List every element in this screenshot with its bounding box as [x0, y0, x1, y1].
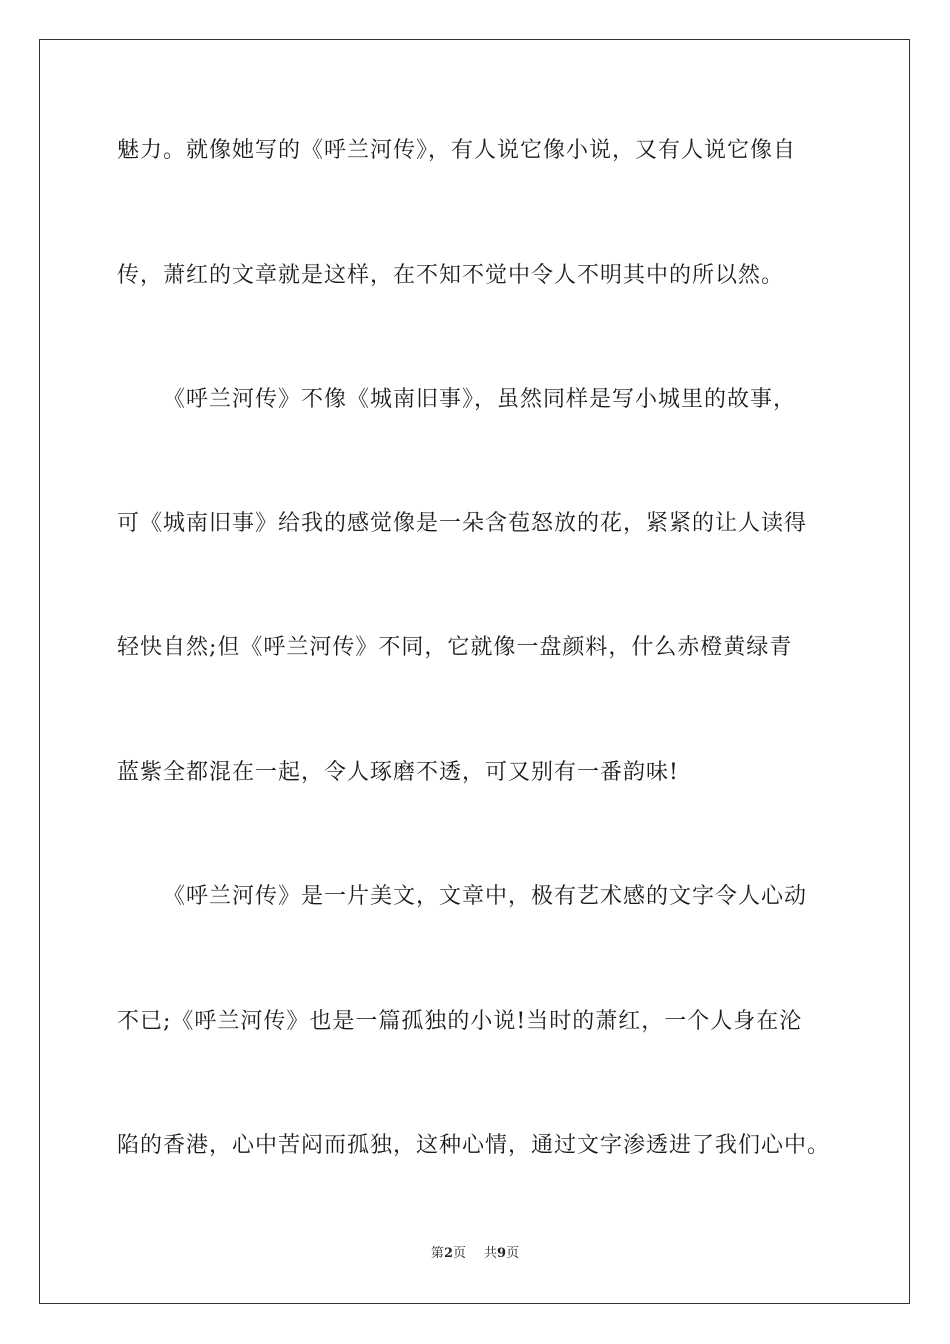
total-suffix: 页	[506, 1246, 520, 1261]
page-prefix: 第	[430, 1246, 444, 1261]
page-suffix: 页	[452, 1246, 466, 1261]
text-line: 不已;《呼兰河传》也是一篇孤独的小说!当时的萧红，一个人身在沦	[117, 1009, 803, 1034]
page-frame	[39, 39, 910, 1304]
text-line: 魅力。就像她写的《呼兰河传》，有人说它像小说，又有人说它像自	[117, 138, 797, 163]
page-footer	[0, 1245, 950, 1263]
text-line: 可《城南旧事》给我的感觉像是一朵含苞怒放的花，紧紧的让人读得	[117, 511, 808, 536]
paragraph-start-line: 《呼兰河传》不像《城南旧事》，虽然同样是写小城里的故事，	[163, 387, 797, 412]
total-prefix: 共	[484, 1246, 498, 1261]
text-line: 传，萧红的文章就是这样，在不知不觉中令人不明其中的所以然。	[117, 263, 785, 288]
text-line: 轻快自然;但《呼兰河传》不同，它就像一盘颜料，什么赤橙黄绿青	[117, 635, 793, 660]
total-page-number: 9	[497, 1246, 507, 1261]
paragraph-start-line: 《呼兰河传》是一片美文，文章中，极有艺术感的文字令人心动	[163, 884, 808, 909]
text-line: 陷的香港，心中苦闷而孤独，这种心情，通过文字渗透进了我们心中。	[117, 1133, 831, 1158]
current-page-number: 2	[443, 1246, 453, 1261]
text-line: 蓝紫全都混在一起，令人琢磨不透，可又别有一番韵味!	[117, 760, 679, 785]
